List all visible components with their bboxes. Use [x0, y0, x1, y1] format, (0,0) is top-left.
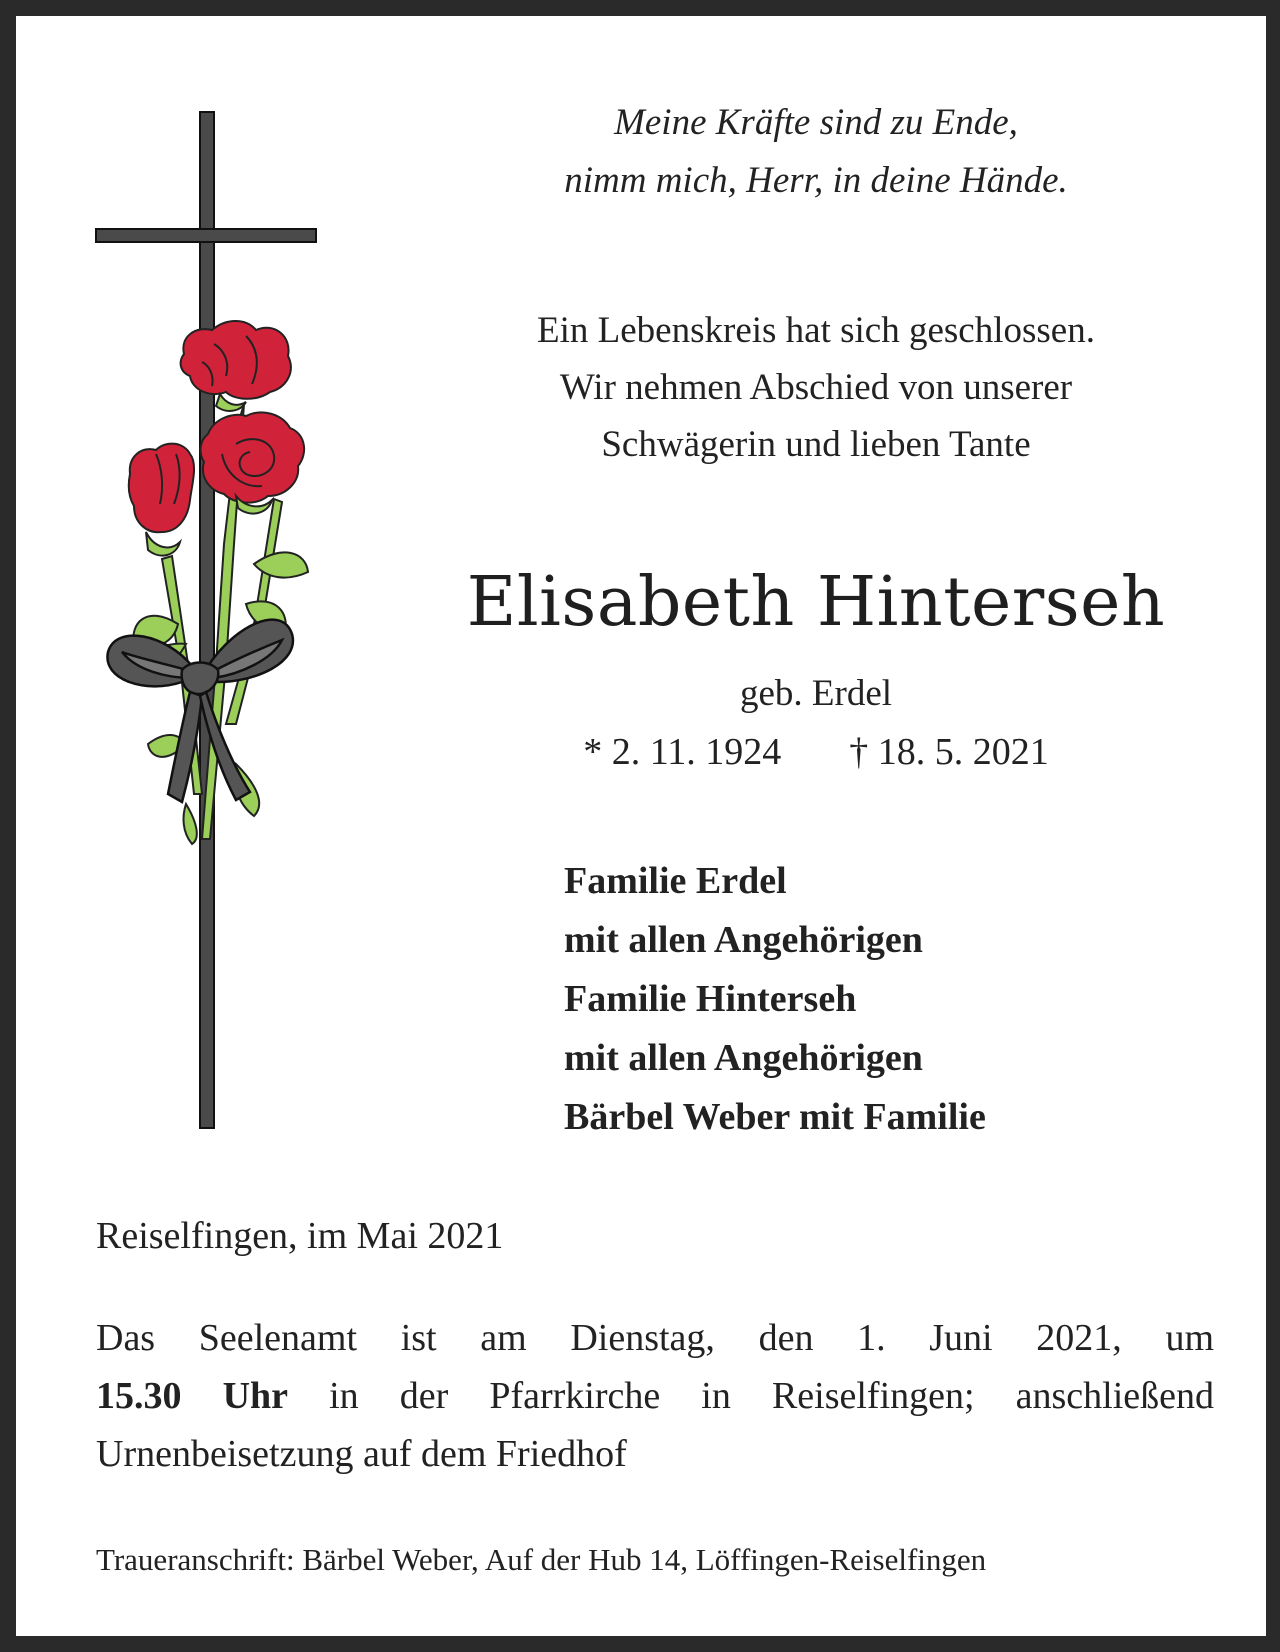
mourner-line: Familie Hinterseh: [564, 978, 857, 1020]
verse-line: nimm mich, Herr, in deine Hände.: [564, 160, 1068, 201]
deceased-name: Elisabeth Hinterseh: [466, 563, 1166, 642]
death-date: † 18. 5. 2021: [849, 731, 1049, 773]
rose-right-icon: [201, 412, 305, 513]
mourner-line: mit allen Angehörigen: [564, 1037, 923, 1079]
place-date: Reiselfingen, im Mai 2021: [96, 1215, 504, 1257]
service-line: Das Seelenamt ist am Dienstag, den 1. Juni 2021, um: [96, 1317, 1214, 1359]
mourning-address: Traueranschrift: Bärbel Weber, Auf der Hub 14, Löffingen-Reiselfingen: [96, 1542, 987, 1577]
verse: [436, 94, 1196, 210]
intro-line: Wir nehmen Abschied von unserer: [559, 367, 1073, 408]
intro-text: [436, 302, 1196, 473]
cross-with-roses-illustration: [86, 104, 326, 1144]
service-info: [96, 1309, 1214, 1483]
birth-name: geb. Erdel: [739, 673, 893, 714]
service-time: 15.30 Uhr: [96, 1375, 289, 1417]
verse-line: Meine Kräfte sind zu Ende,: [614, 102, 1018, 143]
life-dates: [436, 726, 1196, 778]
mourner-line: Familie Erdel: [564, 860, 787, 902]
rose-left-icon: [129, 444, 194, 556]
mourner-line: mit allen Angehörigen: [564, 919, 923, 961]
mourner-line: Bärbel Weber mit Familie: [564, 1096, 986, 1138]
intro-line: Ein Lebenskreis hat sich geschlossen.: [537, 310, 1095, 351]
intro-line: Schwägerin und lieben Tante: [601, 424, 1031, 465]
service-line: [96, 1367, 1214, 1425]
rose-top-icon: [181, 321, 291, 411]
mourners-list: [564, 852, 986, 1147]
service-line-rest: in der Pfarrkirche in Reiselfingen; anschließend: [288, 1375, 1215, 1417]
service-line: Urnenbeisetzung auf dem Friedhof: [96, 1433, 627, 1475]
birth-date: * 2. 11. 1924: [583, 731, 782, 773]
